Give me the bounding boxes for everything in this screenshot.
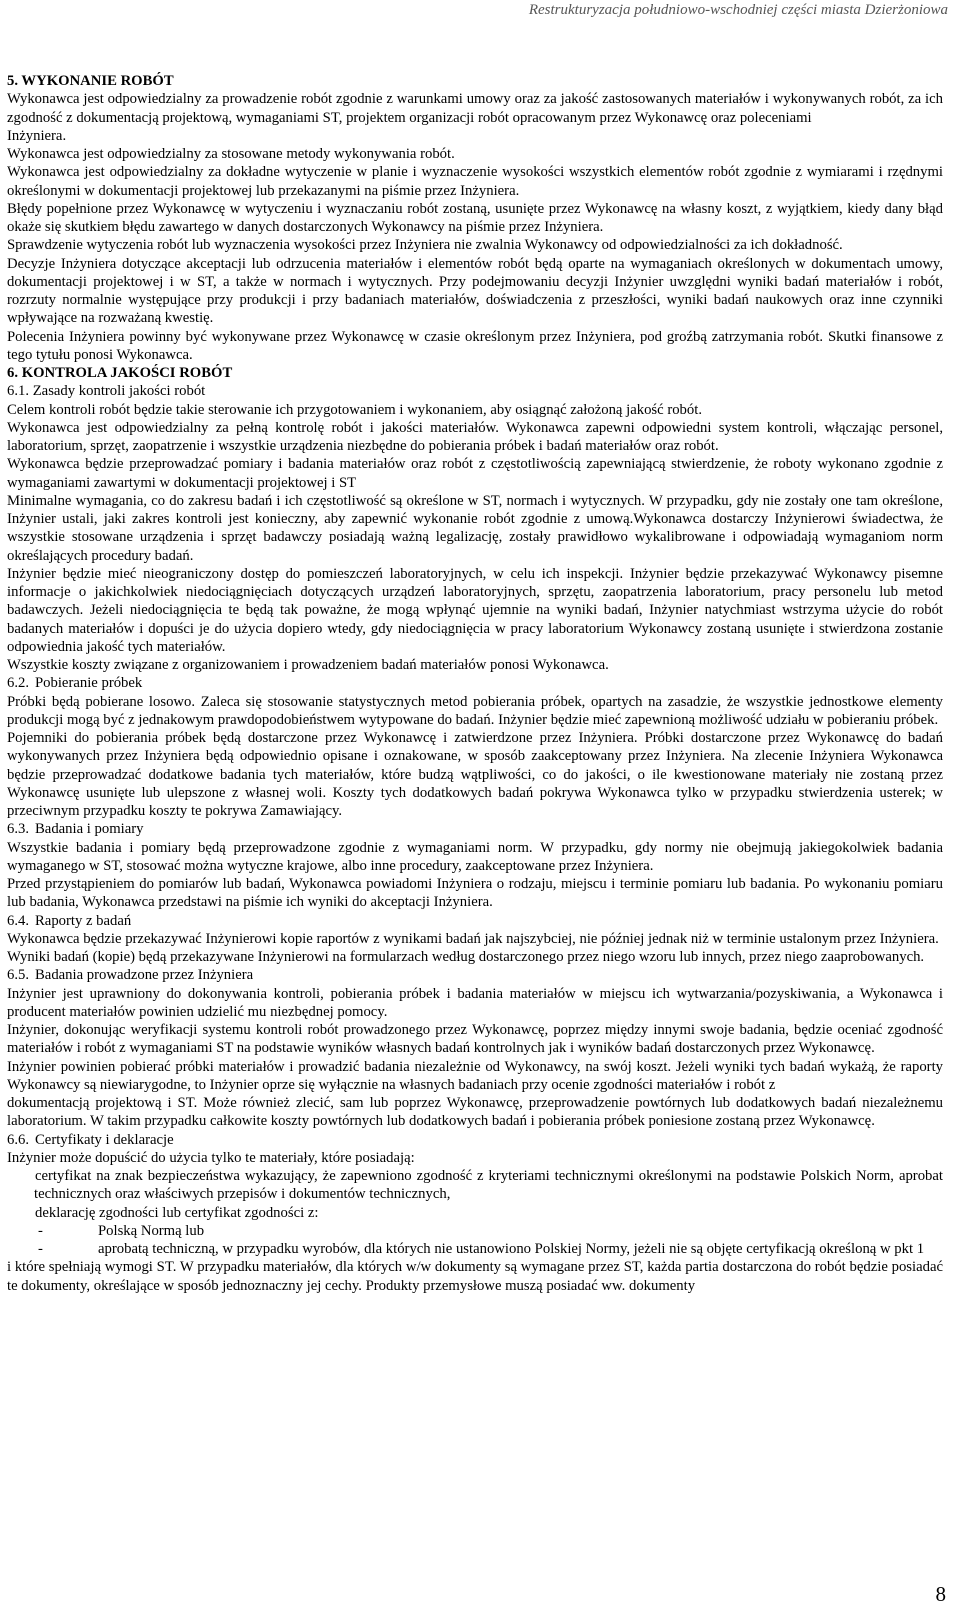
paragraph-text: certyfikat na znak bezpieczeństwa wykazujący, że zapewniono zgodność z kryteriami technicznymi określonymi na podstawie Polskich Norm, aprobat technicznych oraz właściwych przepisów i dokumentów technicznych, (34, 1168, 943, 1203)
section-heading (7, 72, 943, 90)
paragraph (7, 839, 943, 876)
paragraph-text: Badania i pomiary (35, 821, 144, 838)
list-item (7, 1204, 943, 1222)
paragraph (7, 255, 943, 328)
paragraph (7, 419, 943, 456)
paragraph (7, 163, 943, 200)
page-number: 8 (935, 1582, 946, 1606)
paragraph-text: Inżynier powinien pobierać próbki materiałów i prowadzić badania niezależnie od Wykonawcy, na swój koszt. Jeżeli wyniki tych badań wykażą, że raporty Wykonawcy są niewiarygodne, to Inżynier oprze się wyłącznie na własnych badaniach przy ocenie zgodności materiałów i robót z (7, 1058, 943, 1093)
paragraph (7, 1258, 943, 1295)
item-number: 6.3. (7, 821, 30, 838)
paragraph-text: Wykonawca jest odpowiedzialny za dokładne wytyczenie w planie i wyznaczenie wysokości wszystkich elementów robót zgodnie z wymiarami i rzędnymi określonymi w dokumentacji projektowej lub przekazanymi na piśmie przez Inżyniera. (7, 164, 943, 199)
paragraph-text: Badania prowadzone przez Inżyniera (35, 967, 254, 984)
item-number: 6.4. (7, 912, 30, 929)
paragraph (7, 236, 943, 254)
subsection-heading (7, 674, 943, 692)
paragraph-text: 6. KONTROLA JAKOŚCI ROBÓT (7, 365, 233, 381)
item-number: - (38, 1222, 43, 1239)
paragraph (7, 401, 943, 419)
paragraph-text: Wykonawca jest odpowiedzialny za stosowane metody wykonywania robót. (7, 146, 455, 162)
paragraph-text: Inżynier może dopuścić do użycia tylko te materiały, które posiadają: (7, 1149, 415, 1166)
paragraph-text: Inżynier, dokonując weryfikacji systemu kontroli robót prowadzonego przez Wykonawcę, poprzez między innymi swoje badania, będzie oceniać zgodność materiałów i robót z wymaganiami ST na podstawie wyników własnych badań kontrolnych jak i wyników badań dostarczonych przez Wykonawcę. (7, 1022, 943, 1057)
paragraph-text: Inżyniera. (7, 127, 67, 144)
paragraph-text: Przed przystąpieniem do pomiarów lub badań, Wykonawca powiadomi Inżyniera o rodzaju, miejscu i terminie pomiaru lub badania. Po wykonaniu pomiaru lub badania, Wykonawca przedstawi na piśmie ich wyniki do akceptacji Inżyniera. (7, 876, 943, 911)
subsection-heading (7, 820, 943, 838)
paragraph (7, 875, 943, 912)
paragraph (7, 1021, 943, 1058)
paragraph (7, 930, 943, 948)
list-item (7, 1240, 943, 1258)
paragraph-text: Minimalne wymagania, co do zakresu badań i ich częstotliwość są określone w ST, normach i wytycznych. W przypadku, gdy nie zostały one tam określone, Inżynier ustali, jaki zakres kontroli jest konieczny, aby zapewnić wykonanie robót zgodnie z umową.Wykonawca dostarczy Inżynierowi świadectwa, że wszystkie stosowane urządzenia i sprzęt badawczy posiadają ważną legalizację, zostały prawidłowo wykalibrowane i odpowiadają wymaganiom norm określających procedury badań. (7, 492, 943, 564)
paragraph-text: Decyzje Inżyniera dotyczące akceptacji lub odrzucenia materiałów i elementów robót będą oparte na wymaganiach określonych w dokumentach umowy, dokumentacji projektowej i w ST, a także w normach i wytycznych. Przy podejmowaniu decyzji Inżynier uwzględni wyniki badań materiałów i robót, rozrzuty normalnie występujące przy produkcji i przy badaniach materiałów, doświadczenia z przeszłości, wyniki badań naukowych oraz inne czynniki wpływające na rozważaną kwestię. (7, 255, 943, 327)
paragraph (7, 693, 943, 730)
paragraph-text: Błędy popełnione przez Wykonawcę w wytyczeniu i wyznaczaniu robót zostaną, usunięte przez Wykonawcę na własny koszt, z wyjątkiem, kiedy dany błąd okaże się skutkiem błędu zawartego w danych dostarczonych Wykonawcy na piśmie przez Inżyniera. (7, 200, 943, 235)
paragraph-text: Celem kontroli robót będzie takie sterowanie ich przygotowaniem i wykonaniem, aby osiągnąć założoną jakość robót. (7, 401, 702, 418)
subsection-heading (7, 966, 943, 984)
paragraph-text: Inżynier będzie mieć nieograniczony dostęp do pomieszczeń laboratoryjnych, w celu ich inspekcji. Inżynier będzie przekazywać Wykonawcy pisemne informacje o jakichkolwiek niedociągnięciach dotyczących urządzeń laboratoryjnych, sprzętu, zaopatrzenia laboratorium, pracy personelu lub metod badawczych. Jeżeli niedociągnięcia te będą tak poważne, że mogą wpłynąć ujemnie na wyniki badań, Inżynier natychmiast wstrzyma użycie do robót badanych materiałów i dopuści je do użycia dopiero wtedy, gdy niedociągnięcia w pracy laboratorium Wykonawcy zostaną usunięte i stwierdzona zostanie odpowiednia jakość tych materiałów. (7, 565, 943, 655)
paragraph-text: Wykonawca jest odpowiedzialny za pełną kontrolę robót i jakości materiałów. Wykonawca zapewni odpowiedni system kontroli, włączając personel, laboratorium, sprzęt, zaopatrzenie i wszystkie urządzenia niezbędne do pobierania próbek i badań materiałów oraz robót. (7, 419, 943, 454)
subsection-heading (7, 912, 943, 930)
paragraph-text: Pobieranie próbek (35, 675, 143, 692)
paragraph-text: deklarację zgodności lub certyfikat zgodności z: (35, 1204, 319, 1221)
paragraph-text: Sprawdzenie wytyczenia robót lub wyznaczenia wysokości przez Inżyniera nie zwalnia Wykonawcy od odpowiedzialności za ich dokładność. (7, 237, 843, 254)
list-item (7, 1167, 943, 1204)
paragraph-text: Pojemniki do pobierania próbek będą dostarczone przez Wykonawcę i zatwierdzone przez Inżyniera. Próbki dostarczone przez Wykonawcę do badań wykonywanych przez Inżyniera będą odpowiednio opisane i oznakowane, w sposób zaakceptowany przez Inżyniera. Na zlecenie Inżyniera Wykonawca będzie przeprowadzać dodatkowe badania tych materiałów, które budzą wątpliwości, co do jakości, o ile kwestionowane materiały nie zostaną przez Wykonawcę usunięte lub ulepszone z własnej woli. Koszty tych dodatkowych badań pokrywa Wykonawca tylko w przypadku stwierdzenia usterek; w przeciwnym przypadku koszty te pokrywa Zamawiający. (7, 730, 943, 819)
item-number: 6.2. (7, 675, 30, 692)
paragraph-text: Wykonawca jest odpowiedzialny za prowadzenie robót zgodnie z warunkami umowy oraz za jakość zastosowanych materiałów i wykonywanych robót, za ich zgodność z dokumentacją projektową, wymaganiami ST, projektem organizacji robót opracowanym przez Wykonawcę oraz poleceniami (7, 91, 943, 126)
paragraph (7, 1149, 943, 1167)
section-heading (7, 364, 943, 382)
paragraph-text: aprobatą techniczną, w przypadku wyrobów, dla których nie ustanowiono Polskiej Normy, jeżeli nie są objęte certyfikacją określoną w pkt 1 (98, 1241, 925, 1257)
paragraph-text: Próbki będą pobierane losowo. Zaleca się stosowanie statystycznych metod pobierania próbek, opartych na zasadzie, że wszystkie jednostkowe elementy produkcji mogą być z jednakowym prawdopodobieństwem wytypowane do badań. Inżynier będzie mieć zapewnioną możliwość udziału w pobieraniu próbek. (7, 693, 943, 728)
item-number (7, 1204, 35, 1222)
paragraph-text: 6.1. Zasady kontroli jakości robót (7, 383, 206, 400)
paragraph-text: Inżynier jest uprawniony do dokonywania kontroli, pobierania próbek i badania materiałów w miejscu ich wytwarzania/pozyskiwania, a Wykonawca i producent materiałów powinien udzielić mu niezbędnej pomocy. (7, 985, 943, 1020)
paragraph (7, 145, 943, 163)
paragraph (7, 656, 943, 674)
paragraph (7, 565, 943, 656)
paragraph (7, 455, 943, 492)
paragraph (7, 948, 943, 966)
running-header: Restrukturyzacja południowo-wschodniej części miasta Dzierżoniowa (528, 2, 948, 18)
paragraph-text: Polecenia Inżyniera powinny być wykonywane przez Wykonawcę w czasie określonym przez Inżyniera, pod groźbą zatrzymania robót. Skutki finansowe z tego tytułu ponosi Wykonawca. (7, 328, 943, 363)
paragraph (7, 985, 943, 1022)
item-number: 6.5. (7, 967, 30, 984)
paragraph-text: Wszystkie koszty związane z organizowaniem i prowadzeniem badań materiałów ponosi Wykonawca. (7, 657, 609, 673)
paragraph-text: Certyfikaty i deklaracje (35, 1131, 174, 1148)
paragraph (7, 382, 943, 400)
item-number: - (38, 1241, 43, 1257)
document-body (7, 72, 943, 1295)
paragraph-text: dokumentacją projektową i ST. Może również zlecić, sam lub poprzez Wykonawcę, przeprowadzenie powtórnych lub dodatkowych badań niezależnemu laboratorium. W takim przypadku całkowite koszty powtórnych lub dodatkowych badań i pobierania próbek poniesione zostaną przez Wykonawcę. (7, 1095, 943, 1130)
paragraph (7, 1058, 943, 1095)
paragraph-text: Wykonawca będzie przeprowadzać pomiary i badania materiałów oraz robót z częstotliwością zapewniającą stwierdzenie, że roboty wykonano zgodnie z wymaganiami zawartymi w dokumentacji projektowej i ST (7, 456, 943, 491)
paragraph-text: Polską Normą lub (98, 1222, 205, 1239)
paragraph-text: Wszystkie badania i pomiary będą przeprowadzone zgodnie z wymaganiami norm. W przypadku, gdy normy nie obejmują jakiegokolwiek badania wymaganego w ST, stosować można wytyczne krajowe, albo inne procedury, zaakceptowane przez Inżyniera. (7, 839, 943, 874)
paragraph (7, 729, 943, 820)
paragraph (7, 127, 943, 145)
paragraph-text: i które spełniają wymogi ST. W przypadku materiałów, dla których w/w dokumenty są wymagane przez ST, każda partia dostarczona do robót będzie posiadać te dokumenty, określające w sposób jednoznaczny jej cechy. Produkty przemysłowe muszą posiadać ww. dokumenty (7, 1259, 943, 1294)
paragraph-text: 5. WYKONANIE ROBÓT (7, 73, 174, 89)
paragraph (7, 90, 943, 127)
paragraph-text: Raporty z badań (35, 912, 132, 929)
paragraph (7, 492, 943, 565)
item-number: 6.6. (7, 1131, 30, 1148)
subsection-heading (7, 1131, 943, 1149)
item-number (7, 1167, 35, 1185)
paragraph (7, 1094, 943, 1131)
paragraph-text: Wyniki badań (kopie) będą przekazywane Inżynierowi na formularzach według dostarczonego przez niego wzoru lub innych, przez niego zaaprobowanych. (7, 949, 925, 965)
list-item (7, 1222, 943, 1240)
paragraph-text: Wykonawca będzie przekazywać Inżynierowi kopie raportów z wynikami badań jak najszybciej, nie później jednak niż w terminie ustalonym przez Inżyniera. (7, 930, 939, 947)
paragraph (7, 328, 943, 365)
paragraph (7, 200, 943, 237)
